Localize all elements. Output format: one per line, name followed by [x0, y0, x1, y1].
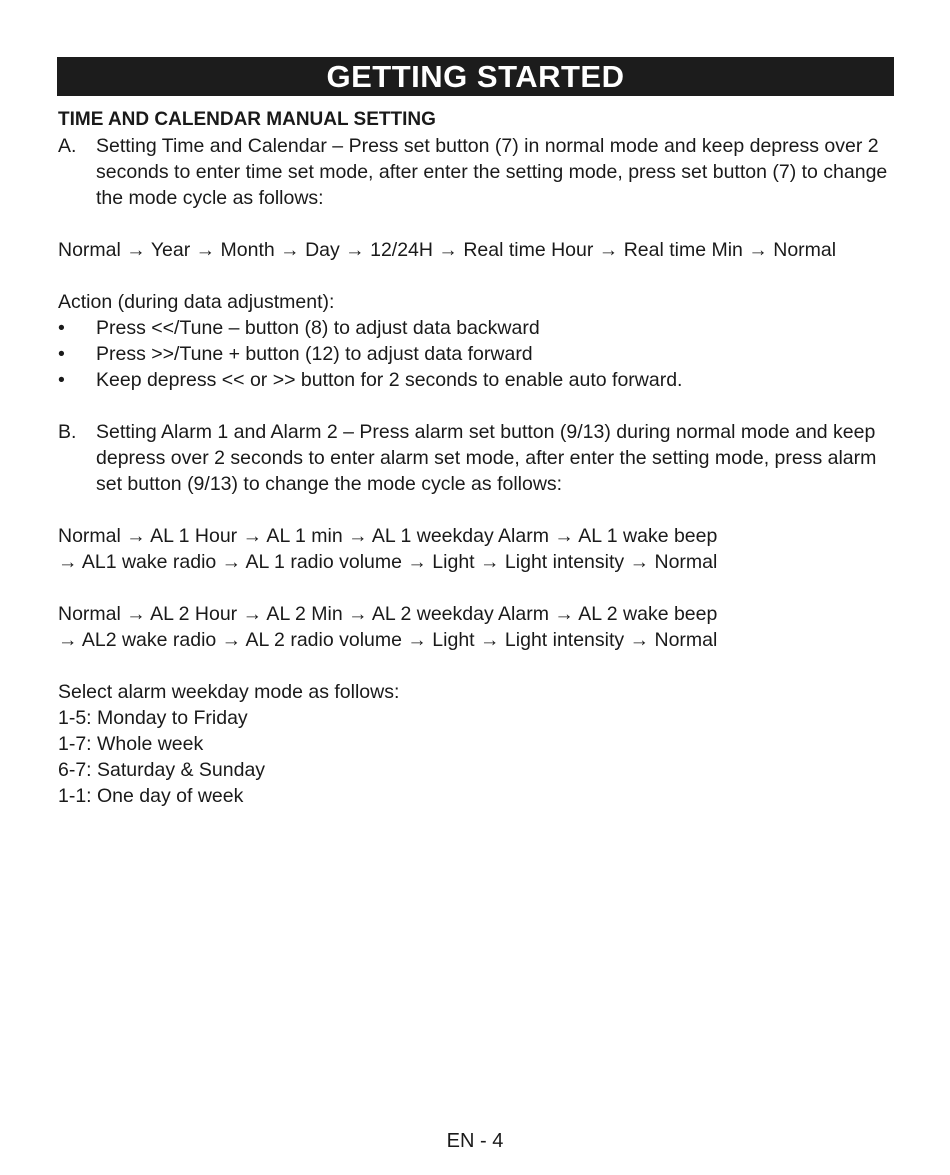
time-mode-cycle: Normal → Year → Month → Day → 12/24H → Real time Hour → Real time Min → Normal — [58, 239, 837, 261]
section-heading: TIME AND CALENDAR MANUAL SETTING — [58, 109, 436, 130]
section-banner: GETTING STARTED — [57, 57, 894, 96]
step-a — [58, 133, 898, 211]
list-item — [58, 367, 898, 393]
action-item-text: Keep depress << or >> button for 2 seconds to enable auto forward. — [96, 369, 683, 391]
weekday-mode: 1-5: Monday to Friday — [58, 707, 248, 729]
step-b — [58, 419, 898, 497]
weekday-title: Select alarm weekday mode as follows: — [58, 681, 400, 703]
page-content — [58, 107, 898, 809]
action-item-text: Press <</Tune – button (8) to adjust data backward — [96, 317, 540, 339]
weekday-mode: 1-7: Whole week — [58, 733, 204, 755]
bullet-icon: • — [58, 369, 65, 391]
weekday-mode: 6-7: Saturday & Sunday — [58, 759, 266, 781]
page-number: EN - 4 — [446, 1130, 504, 1152]
step-b-letter: B. — [58, 421, 77, 443]
step-b-text: Setting Alarm 1 and Alarm 2 – Press alarm set button (9/13) during normal mode and keep depress over 2 seconds to enter alarm set mode, after enter the setting mode, press alarm set button (9/13) to change the mode cycle as follows: — [96, 421, 877, 495]
action-item-text: Press >>/Tune + button (12) to adjust data forward — [96, 343, 533, 365]
action-list — [58, 315, 898, 393]
list-item — [58, 341, 898, 367]
step-a-text: Setting Time and Calendar – Press set button (7) in normal mode and keep depress over 2 seconds to enter time set mode, after enter the setting mode, press set button (7) to change the mode cycle as follows: — [96, 135, 888, 209]
list-item — [58, 315, 898, 341]
action-title: Action (during data adjustment): — [58, 291, 335, 313]
weekday-mode: 1-1: One day of week — [58, 785, 244, 807]
alarm1-cycle-line1: Normal → AL 1 Hour → AL 1 min → AL 1 weekday Alarm → AL 1 wake beep — [58, 525, 718, 547]
step-a-letter: A. — [58, 135, 77, 157]
alarm2-cycle-line2: → AL2 wake radio → AL 2 radio volume → Light → Light intensity → Normal — [58, 629, 718, 651]
alarm1-cycle-line2: → AL1 wake radio → AL 1 radio volume → Light → Light intensity → Normal — [58, 551, 718, 573]
bullet-icon: • — [58, 343, 65, 365]
bullet-icon: • — [58, 317, 65, 339]
alarm2-cycle-line1: Normal → AL 2 Hour → AL 2 Min → AL 2 weekday Alarm → AL 2 wake beep — [58, 603, 718, 625]
